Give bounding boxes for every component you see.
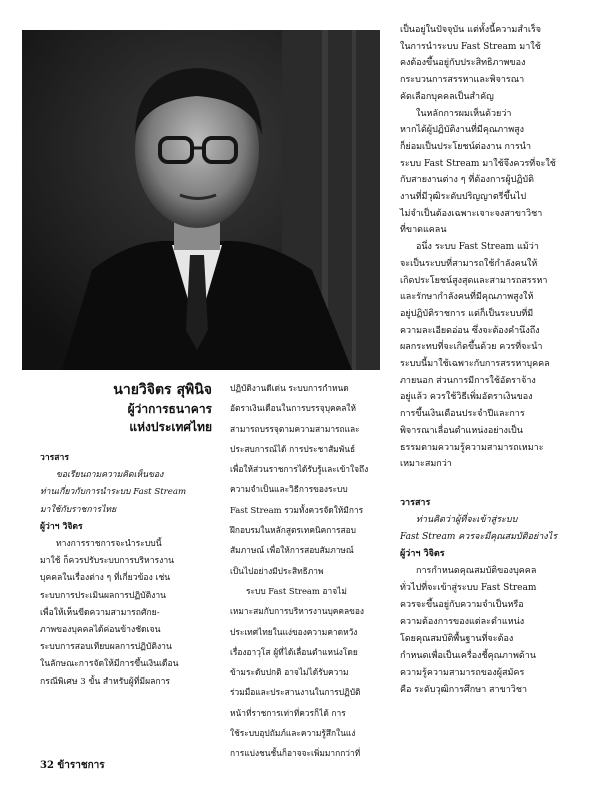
right-column-bottom xyxy=(400,495,598,699)
text-line: ไม่จำเป็นต้องเฉพาะเจาะจงสาขาวิชา xyxy=(400,208,543,219)
text-line: เรื่องอาวุโส ผู้ที่ได้เลื่อนตำแหน่งโดย xyxy=(230,646,358,657)
text-line: เหมาะสมกว่า xyxy=(400,459,452,470)
text-line: ระบบนี้มาใช้เฉพาะกับการสรรหาบุคคล xyxy=(400,359,550,370)
text-line: ควรจะขึ้นอยู่กับความจำเป็นหรือ xyxy=(400,600,524,610)
question-line: Fast Stream ควรจะมีคุณสมบัติอย่างไร xyxy=(400,532,558,542)
text-line: มาใช้ ก็ควรปรับระบบการบริหารงาน xyxy=(40,556,175,567)
text-line: เพื่อให้ส่วนราชการได้รับรู้และเข้าใจถึง xyxy=(230,464,369,475)
text-line: บุคคลในเรื่องต่าง ๆ ที่เกี่ยวข้อง เช่น xyxy=(40,573,171,584)
text-line: อนึ่ง ระบบ Fast Stream แม้ว่า xyxy=(416,242,539,253)
text-line: การขึ้นเงินเดือนประจำปีและการ xyxy=(400,409,525,420)
question-line: ขอเรียนถามความคิดเห็นของ xyxy=(56,470,164,481)
text-line: กับสายงานต่าง ๆ ที่ต้องการผู้ปฏิบัติ xyxy=(400,175,534,186)
text-line: ใช้ระบบอุปถัมภ์และความรู้สึกในแง่ xyxy=(230,728,356,739)
text-line: ที่ขาดแคลน xyxy=(400,225,447,236)
text-line: เป็นอยู่ในปัจจุบัน แต่ทั้งนี้ความสำเร็จ xyxy=(400,25,542,35)
text-line: และรักษากำลังคนที่มีคุณภาพสูงให้ xyxy=(400,292,534,303)
text-line: ในลักษณะการจัดให้มีการขึ้นเงินเดือน xyxy=(40,659,179,670)
text-line: การแบ่งชนชั้นก็อาจจะเพิ่มมากกว่าที่ xyxy=(230,748,361,759)
question-line: ท่านเกี่ยวกับการนำระบบ Fast Stream xyxy=(40,487,187,498)
text-line: ทางการราชการจะนำระบบนี้ xyxy=(56,539,162,550)
text-line: เกิดประโยชน์สูงสุดและสามารถสรรหา xyxy=(400,275,548,286)
text-line: เหมาะสมกับการบริหารงานบุคคลของ xyxy=(230,606,364,617)
left-column-bottom xyxy=(40,450,222,691)
middle-column-bottom xyxy=(230,378,392,764)
text-line: หน้าที่ราชการเท่าที่ควรก็ได้ การ xyxy=(230,707,346,718)
section-header: วารสาร xyxy=(400,498,431,508)
text-line: ในหลักการผมเห็นด้วยว่า xyxy=(416,108,512,119)
text-line: ปฏิบัติงานดีเด่น ระบบการกำหนด xyxy=(230,383,349,393)
text-line: คงต้องขึ้นอยู่กับประสิทธิภาพของ xyxy=(400,58,526,69)
text-line: เป็นไปอย่างมีประสิทธิภาพ xyxy=(230,565,324,576)
section-header: วารสาร xyxy=(40,453,69,463)
caption-name: นายวิจิตร สุพินิจ xyxy=(113,382,212,398)
text-line: ความรู้ความสามารถของผู้สมัคร xyxy=(400,668,525,678)
text-line: กระบวนการสรรหาและพิจารณา xyxy=(400,75,525,86)
text-line: ประสบการณ์ได้ การประชาสัมพันธ์ xyxy=(230,443,356,454)
text-line: เพื่อให้เห็นขีดความสามารถศักย- xyxy=(40,607,160,618)
text-line: การกำหนดคุณสมบัติของบุคคล xyxy=(416,566,537,576)
text-line: สามารถบรรจุตามความสามารถและ xyxy=(230,423,360,434)
page-number: 32 xyxy=(40,760,54,771)
question-line: มาใช้กับราชการไทย xyxy=(40,504,117,515)
text-line: ข้ามระดับปกติ อาจไม่ได้รับความ xyxy=(230,667,349,678)
text-line: สัมภาษณ์ เพื่อให้การสอบสัมภาษณ์ xyxy=(230,545,354,556)
text-line: โดยคุณสมบัติพื้นฐานที่จะต้อง xyxy=(400,634,514,644)
text-line: อยู่ปฏิบัติราชการ แต่ก็เป็นระบบที่มี xyxy=(400,308,534,319)
text-line: ในการนำระบบ Fast Stream มาใช้ xyxy=(400,41,541,52)
text-line: ร่วมมือและประสานงานในการปฏิบัติ xyxy=(230,687,361,698)
respondent: ผู้ว่าฯ วิจิตร xyxy=(400,549,445,559)
caption-position: แห่งประเทศไทย xyxy=(129,420,212,434)
text-line: จะเป็นระบบที่สามารถใช้กำลังคนให้ xyxy=(400,258,538,269)
text-line: ระบบการประเมินผลการปฏิบัติงาน xyxy=(40,590,167,601)
text-line: ระบบ Fast Stream มาใช้จึงควรที่จะใช้ xyxy=(400,158,556,169)
text-line: ความละเอียดอ่อน ซึ่งจะต้องคำนึงถึง xyxy=(400,325,540,336)
text-line: ธรรมตามความรู้ความสามารถเหมาะ xyxy=(400,442,544,453)
text-line: ภายนอก ส่วนการมีการใช้อัตราจ้าง xyxy=(400,375,536,386)
right-column-top xyxy=(400,22,598,473)
text-line: กรณีพิเศษ 3 ขั้น สำหรับผู้ที่มีผลการ xyxy=(40,676,171,687)
text-line: อยู่แล้ว ควรใช้วิธีเพิ่มอัตราเงินของ xyxy=(400,392,533,403)
portrait-photo xyxy=(22,30,380,370)
text-line: Fast Stream รวมทั้งควรจัดให้มีการ xyxy=(230,504,364,515)
text-line: หากได้ผู้ปฏิบัติงานที่มีคุณภาพสูง xyxy=(400,125,525,136)
text-line: คัดเลือกบุคคลเป็นสำคัญ xyxy=(400,91,494,102)
text-line: ก็ย่อมเป็นประโยชน์ต่องาน การนำ xyxy=(400,141,532,152)
journal-name: ข้าราชการ xyxy=(57,760,105,771)
text-line: ระบบการสอบเทียบผลการปฏิบัติงาน xyxy=(40,642,172,653)
text-line: ระบบ Fast Stream อาจไม่ xyxy=(246,585,347,596)
text-line: อัตราเงินเดือนในการบรรจุบุคคลให้ xyxy=(230,403,356,414)
text-line: คือ ระดับวุฒิการศึกษา สาขาวิชา xyxy=(400,685,528,695)
text-line: ความต้องการของแต่ละตำแหน่ง xyxy=(400,617,525,627)
caption-position: ผู้ว่าการธนาคาร xyxy=(127,402,212,416)
text-line: กำหนดเพื่อเป็นเครื่องชี้คุณภาพด้าน xyxy=(400,651,536,661)
photo-caption xyxy=(22,380,212,436)
text-line: ผลกระทบที่จะเกิดขึ้นด้วย ควรที่จะนำ xyxy=(400,342,543,353)
text-line: งานที่มีวุฒิระดับปริญญาตรีขึ้นไป xyxy=(400,192,527,203)
question-line: ท่านคิดว่าผู้ที่จะเข้าสู่ระบบ xyxy=(416,515,518,525)
text-line: ฝึกอบรมในหลักสูตรเทคนิคการสอบ xyxy=(230,525,356,536)
text-line: ความจำเป็นและวิธีการของระบบ xyxy=(230,484,348,495)
page-footer xyxy=(40,758,105,773)
respondent: ผู้ว่าฯ วิจิตร xyxy=(40,521,83,532)
text-line: ทั่วไปที่จะเข้าสู่ระบบ Fast Stream xyxy=(400,583,537,593)
text-line: พิจารณาเลื่อนตำแหน่งอย่างเป็น xyxy=(400,425,523,436)
text-line: ประเทศไทยในแง่ของความคาดหวัง xyxy=(230,626,358,637)
text-line: ภาพของบุคคลได้ค่อนข้างชัดเจน xyxy=(40,625,161,636)
